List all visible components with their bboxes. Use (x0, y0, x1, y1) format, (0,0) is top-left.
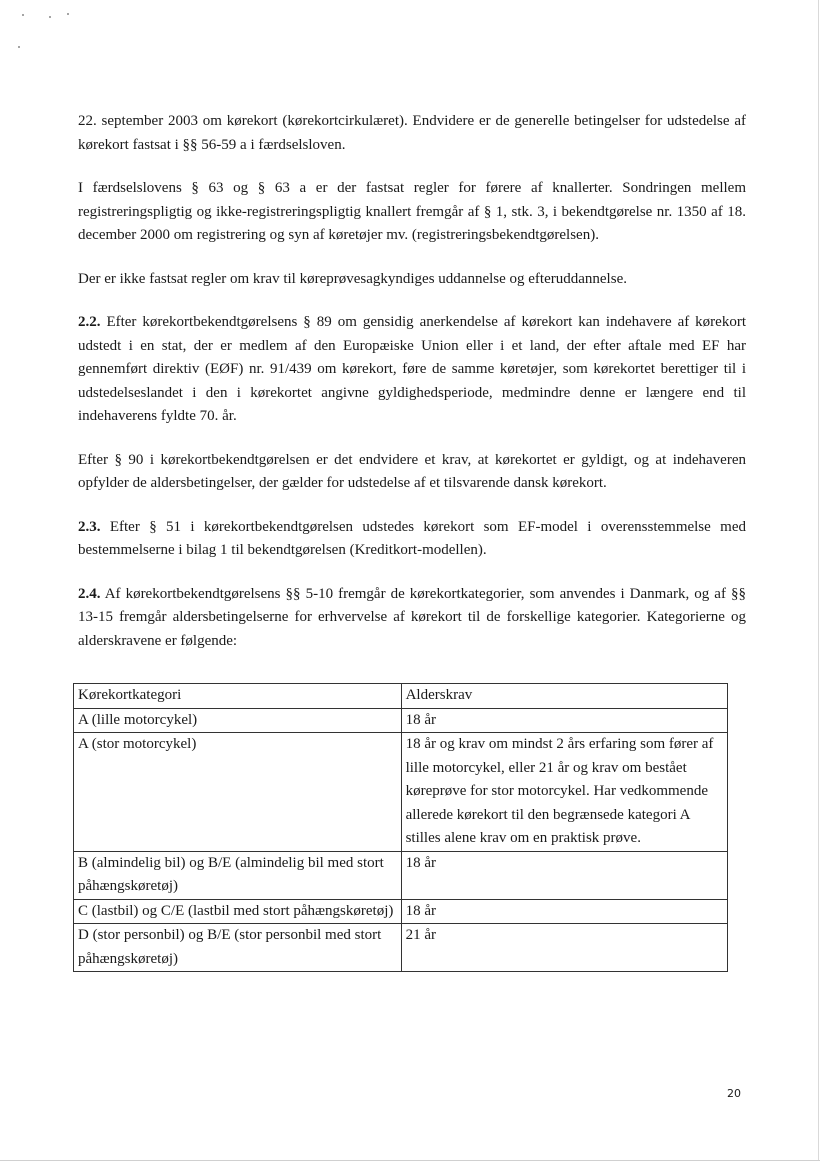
paragraph-text: Efter § 51 i kørekortbekendtgørelsen udstedes kørekort som EF-model i overensstemmelse med bestemmelserne i bilag 1 til bekendtgørelsen (Kreditkort-modellen). (78, 518, 746, 558)
requirement-cell: 18 år og krav om mindst 2 års erfaring som fører af lille motorcykel, eller 21 år og krav om bestået køreprøve for stor motorcykel. Har vedkommende allerede kørekort til den begrænsede kategori A stilles alene krav om en praktisk prøve. (401, 733, 727, 852)
page-number: 20 (727, 1087, 741, 1100)
section-number: 2.4. (78, 585, 101, 602)
requirement-cell: 21 år (401, 924, 727, 972)
table-header: Kørekortkategori (74, 684, 402, 709)
table-row (74, 708, 728, 733)
section-number: 2.3. (78, 518, 101, 535)
table-header-row (74, 684, 728, 709)
category-cell: C (lastbil) og C/E (lastbil med stort påhængskøretøj) (74, 899, 402, 924)
paragraph (78, 311, 746, 429)
page-edge (818, 0, 819, 1160)
table-row (74, 851, 728, 899)
paragraph: I færdselslovens § 63 og § 63 a er der fastsat regler for førere af knallerter. Sondringen mellem registreringspligtig og ikke-registreringspligtig knallert fremgår af § 1, stk. 3, i bekendtgørelse nr. 1350 af 18. december 2000 om registrering og syn af køretøjer mv. (registreringsbekendtgørelsen). (78, 180, 746, 243)
category-cell: A (stor motorcykel) (74, 733, 402, 852)
license-age-table (73, 683, 728, 972)
paragraph (78, 583, 746, 654)
paragraph (78, 516, 746, 563)
category-cell: B (almindelig bil) og B/E (almindelig bil med stort påhængskøretøj) (74, 851, 402, 899)
table-header: Alderskrav (401, 684, 727, 709)
table-row (74, 924, 728, 972)
requirement-cell: 18 år (401, 851, 727, 899)
paragraph: Der er ikke fastsat regler om krav til køreprøvesagkyndiges uddannelse og efteruddannelse. (78, 270, 627, 287)
scan-speck (22, 14, 24, 16)
scan-speck (18, 46, 20, 48)
section-number: 2.2. (78, 314, 101, 330)
category-cell: D (stor personbil) og B/E (stor personbil med stort påhængskøretøj) (74, 924, 402, 972)
paragraph: 22. september 2003 om kørekort (kørekortcirkulæret). Endvidere er de generelle betingelser for udstedelse af kørekort fastsat i §§ 56-59 a i færdselsloven. (78, 113, 746, 153)
paragraph-text: Af kørekortbekendtgørelsens §§ 5-10 fremgår de kørekortkategorier, som anvendes i Danmark, og af §§ 13-15 fremgår aldersbetingelserne for erhvervelse af kørekort til de forskellige kategorier. Kategorierne og alderskravene er følgende: (78, 585, 746, 649)
paragraph: Efter § 90 i kørekortbekendtgørelsen er det endvidere et krav, at kørekortet er gyldigt, og at indehaveren opfylder de aldersbetingelser, der gælder for udstedelse af et tilsvarende dansk kørekort. (78, 451, 746, 491)
table-row (74, 899, 728, 924)
table-row (74, 733, 728, 852)
paragraph-text: Efter kørekortbekendtgørelsens § 89 om gensidig anerkendelse af kørekort kan indehavere af kørekort udstedt i en stat, der er medlem af den Europæiske Union eller i et land, der efter aftale med EF har gennemført direktiv (EØF) nr. 91/439 om kørekort, føre de samme køretøjer, som kørekortet berettiger til i udstedelseslandet i den i kørekortet angivne gyldighedsperiode, medmindre denne er længere end til indehaverens fyldte 70. år. (78, 314, 746, 424)
category-cell: A (lille motorcykel) (74, 708, 402, 733)
scan-speck (67, 13, 69, 15)
requirement-cell: 18 år (401, 899, 727, 924)
document-body (78, 110, 746, 675)
page-edge (0, 1160, 820, 1161)
scan-speck (49, 16, 51, 18)
requirement-cell: 18 år (401, 708, 727, 733)
